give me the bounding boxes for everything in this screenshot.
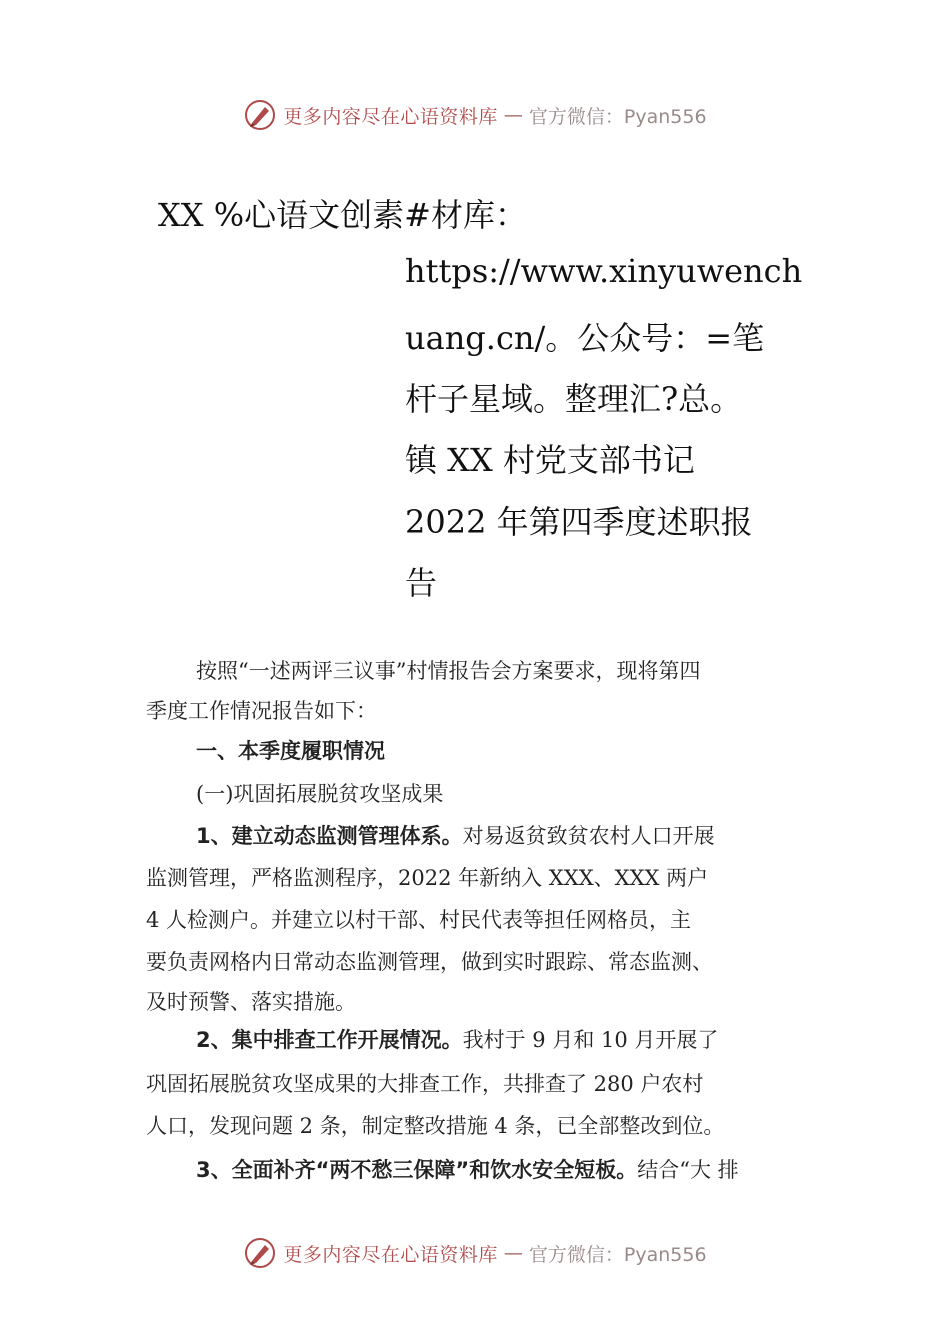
footer-banner <box>0 1233 950 1273</box>
banner-wechat-text: 官方微信：Pyan556 <box>528 1243 707 1266</box>
title-line-5: 镇 XX 村党支部书记 <box>405 441 695 479</box>
item2-title: 2、集中排查工作开展情况。 <box>196 1028 463 1052</box>
item3-text-1: 结合“大 排 <box>637 1158 739 1182</box>
title-line-2: https://www.xinyuwench <box>405 252 803 290</box>
banner-dash: — <box>503 104 523 126</box>
title-line-1: XX %心语文创素#材库： <box>158 196 527 234</box>
item2-line-2: 巩固拓展脱贫攻坚成果的大排查工作，共排查了 280 户农村 <box>146 1072 704 1096</box>
subsection-heading-1: (一)巩固拓展脱贫攻坚成果 <box>196 782 444 806</box>
intro-line-1: 按照“一述两评三议事”村情报告会方案要求，现将第四 <box>196 659 701 683</box>
header-banner <box>0 95 950 135</box>
title-line-3: uang.cn/。公众号：=笔 <box>405 319 765 357</box>
title-line-4: 杆子星域。整理汇?总。 <box>405 380 743 418</box>
item2-line-3: 人口，发现问题 2 条，制定整改措施 4 条，已全部整改到位。 <box>146 1114 725 1138</box>
item2-text-1: 我村于 9 月和 10 月开展了 <box>462 1028 719 1052</box>
item3-line-1 <box>196 1154 739 1184</box>
banner-dash: — <box>503 1242 523 1264</box>
item1-line-3: 4 人检测户。并建立以村干部、村民代表等担任网格员，主 <box>146 908 692 932</box>
section-heading-1: 一、本季度履职情况 <box>196 739 385 763</box>
item1-line-4: 要负责网格内日常动态监测管理，做到实时跟踪、常态监测、 <box>146 950 713 974</box>
pen-nib-logo-icon <box>243 1236 277 1270</box>
item1-line-1 <box>196 820 715 850</box>
item1-text-1: 对易返贫致贫农村人口开展 <box>462 824 715 848</box>
title-line-7: 告 <box>405 564 438 602</box>
item1-line-2: 监测管理，严格监测程序，2022 年新纳入 XXX、XXX 两户 <box>146 866 709 890</box>
pen-nib-logo-icon <box>243 98 277 132</box>
item1-title: 1、建立动态监测管理体系。 <box>196 824 463 848</box>
item2-line-1 <box>196 1024 718 1054</box>
item3-title: 3、全面补齐“两不愁三保障”和饮水安全短板。 <box>196 1158 638 1182</box>
item1-line-5: 及时预警、落实措施。 <box>146 990 356 1014</box>
banner-site-text: 更多内容尽在心语资料库 <box>283 105 498 128</box>
intro-line-2: 季度工作情况报告如下： <box>146 699 377 723</box>
banner-site-text: 更多内容尽在心语资料库 <box>283 1243 498 1266</box>
banner-wechat-text: 官方微信：Pyan556 <box>528 105 707 128</box>
title-line-6: 2022 年第四季度述职报 <box>405 503 753 541</box>
